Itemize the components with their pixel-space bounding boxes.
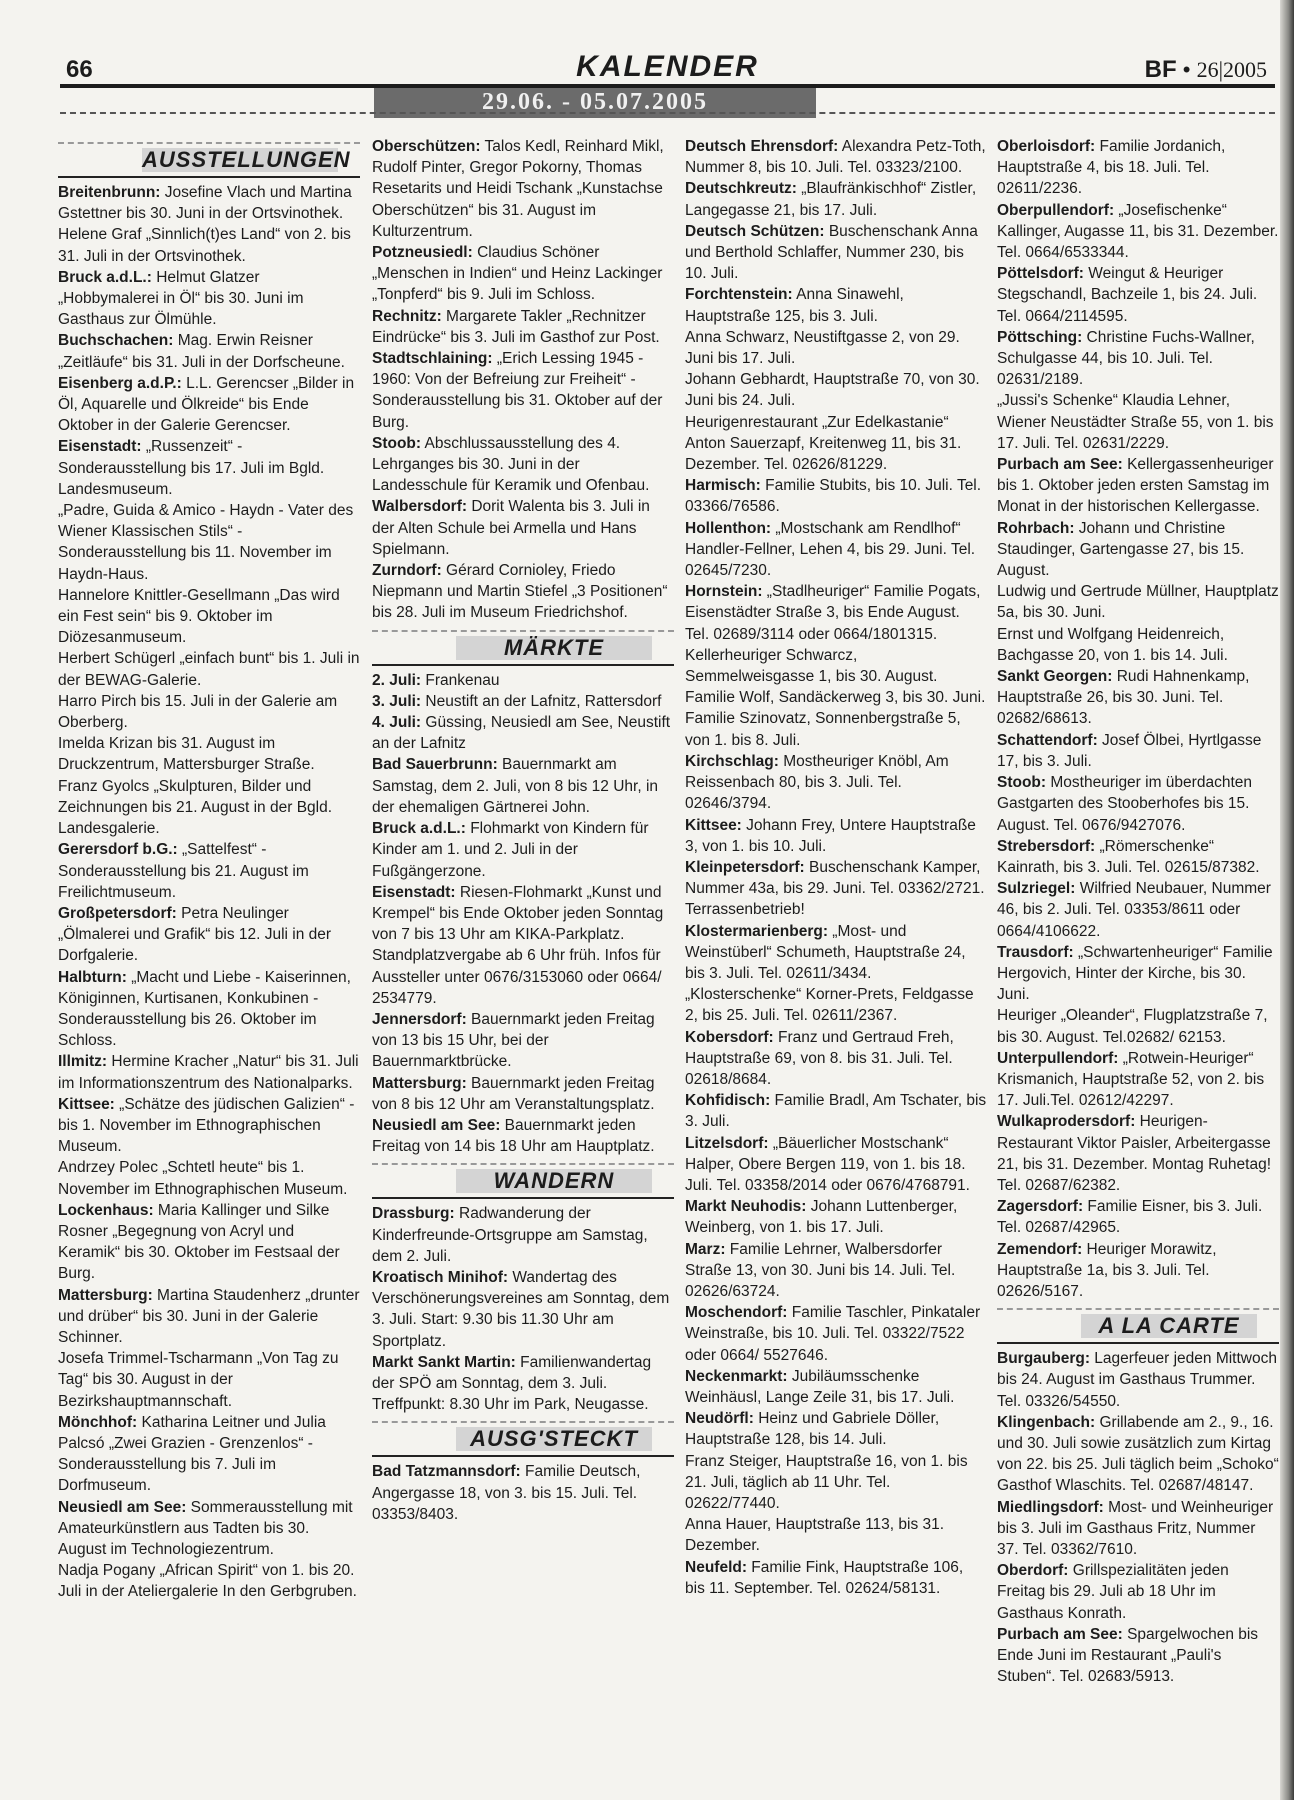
listing-entry [997, 1348, 1279, 1412]
date-range: 29.06. - 05.07.2005 [374, 88, 816, 118]
listing-place: Litzelsdorf: [685, 1134, 769, 1152]
listing-text: Andrzey Polec „Schtetl heute“ bis 1. November im Ethnographischen Museum. [58, 1159, 348, 1198]
listing-place: Bruck a.d.L.: [372, 820, 466, 838]
listing-text: Johann Frey, Untere Hauptstraße 3, von 1. bis 10. Juli. [685, 816, 976, 855]
listing-entry [685, 857, 987, 921]
listing-text: Güssing, Neusiedl am See, Neustift an der Lafnitz [372, 714, 671, 753]
listing-place: Walbersdorf: [372, 498, 468, 516]
listing-place: Hollenthon: [685, 519, 772, 537]
listing-place: Unterpullendorf: [997, 1049, 1119, 1067]
listing-place: Zemendorf: [997, 1240, 1083, 1258]
listing-entry [685, 815, 987, 857]
listing-place: Marz: [685, 1240, 726, 1258]
listing-place: Deutschkreutz: [685, 180, 797, 198]
listing-entry [685, 1133, 987, 1197]
listing-text: Martina Staudenherz „drunter und drüber“ bis 30. Juni in der Galerie Schinner. [58, 1286, 360, 1346]
listing-entry [685, 645, 987, 687]
listing-text: Radwanderung der Kinderfreunde-Ortsgruppe am Samstag, dem 2. Juli. [372, 1205, 648, 1265]
listing-text: „Jussi's Schenke“ Klaudia Lehner, Wiener Neustädter Straße 55, von 1. bis 17. Juli. Tel. 02631/2229. [997, 392, 1274, 452]
listing-entry [372, 1461, 674, 1525]
listing-place: 3. Juli: [372, 692, 422, 710]
listing-text: Mostheuriger Knöbl, Am Reissenbach 80, bis 3. Juli. Tel. 02646/3794. [685, 752, 949, 813]
listing-entry [685, 1239, 987, 1303]
listing-entry [372, 691, 674, 712]
listing-entry [685, 221, 987, 285]
listing-text: Anna Hauer, Hauptstraße 113, bis 31. Dezember. [685, 1516, 945, 1555]
listing-text: Heinz und Gabriele Döller, Hauptstraße 128, bis 14. Juli. [685, 1410, 940, 1449]
listing-text: Mag. Erwin Reisner „Zeitläufe“ bis 31. Juli in der Dorfscheune. [58, 332, 345, 371]
listing-place: Neusiedl am See: [372, 1116, 501, 1134]
listing-entry [685, 984, 987, 1026]
listing-place: Drassburg: [372, 1205, 455, 1223]
listing-place: Kittsee: [685, 816, 742, 834]
listing-text: „Sattelfest“ - Sonderausstellung bis 21. August im Freilichtmuseum. [58, 841, 309, 901]
listing-place: Forchtenstein: [685, 286, 793, 304]
listing-entry [58, 1348, 360, 1412]
listing-entry [372, 136, 674, 242]
listing-entry [997, 772, 1279, 836]
listing-place: Oberloisdorf: [997, 138, 1096, 155]
listing-text: Familie Jordanich, Hauptstraße 4, bis 18. Juli. Tel. 02611/2236. [997, 138, 1226, 198]
listing-text: Margarete Takler „Rechnitzer Eindrücke“ bis 3. Juli im Gasthof zur Post. [372, 307, 660, 346]
listing-text: Bauernmarkt jeden Freitag von 13 bis 15 Uhr, bei der Bauernmarktbrücke. [372, 1010, 655, 1071]
brand-logo: BF [1144, 56, 1177, 83]
section-heading [372, 630, 674, 666]
listing-text: Kellerheuriger Schwarcz, Semmelweisgasse 1, bis 30. August. [685, 646, 938, 686]
listing-text: Heurigenrestaurant „Zur Edelkastanie“ Anton Sauerzapf, Kreitenweg 11, bis 31. Dezember. Tel. 02626/81229. [685, 413, 962, 474]
section-heading-label: AUSSTELLUNGEN [142, 147, 351, 172]
listing-entry [685, 412, 987, 476]
listing-place: Miedlingsdorf: [997, 1498, 1104, 1516]
listing-place: 2. Juli: [372, 671, 422, 689]
listing-entry [997, 1497, 1279, 1561]
listing-text: „Josefischenke“ Kallinger, Augasse 11, bis 31. Dezember. Tel. 0664/6533344. [997, 201, 1279, 262]
listing-place: Trausdorf: [997, 943, 1074, 961]
listing-text: Weingut & Heuriger Stegschandl, Bachzeile 1, bis 24. Juli. Tel. 0664/2114595. [997, 265, 1258, 325]
listing-place: Kirchschlag: [685, 752, 779, 770]
section-heading-label: A LA CARTE [1081, 1314, 1257, 1338]
listing-entry [685, 687, 987, 708]
listing-entry [997, 263, 1279, 327]
listing-text: Josefine Vlach und Martina Gstettner bis 30. Juni in der Ortsvinothek. [58, 184, 352, 223]
listing-place: Pöttsching: [997, 328, 1083, 346]
listing-text: Maria Kallinger und Silke Rosner „Begegnung von Acryl und Keramik“ bis 30. Oktober im Festsaal der Burg. [58, 1201, 340, 1283]
listing-text: „Most- und Weinstüberl“ Schumeth, Hauptstraße 24, bis 3. Juli. Tel. 02611/3434. [685, 922, 966, 982]
listing-entry [372, 712, 674, 754]
listing-place: Strebersdorf: [997, 837, 1096, 855]
listing-place: Gerersdorf b.G.: [58, 841, 178, 859]
listing-text: Bauernmarkt jeden Freitag von 8 bis 12 Uhr am Veranstaltungsplatz. [372, 1074, 655, 1113]
listing-text: Helene Graf „Sinnlich(t)es Land“ von 2. bis 31. Juli in der Ortsvinothek. [58, 226, 351, 265]
listing-text: Ludwig und Gertrude Müllner, Hauptplatz 5a, bis 30. Juni. [997, 583, 1279, 622]
listing-text: Bauernmarkt am Samstag, dem 2. Juli, von 8 bis 12 Uhr, in der ehemaligen Gärtnerei John. [372, 756, 659, 816]
listing-place: Oberschützen: [372, 138, 481, 155]
listing-entry [997, 390, 1279, 454]
listing-text: Katharina Leitner und Julia Palcsó „Zwei Grazien - Grenzenlos“ - Sonderausstellung bis 7. Juli im Dorfmuseum. [58, 1413, 326, 1495]
page-edge [1280, 0, 1294, 1800]
listing-text: „Blaufränkischhof“ Zistler, Langegasse 21, bis 17. Juli. [685, 180, 977, 219]
brand-issue: BF • 26|2005 [1144, 56, 1267, 83]
listing-text: Herbert Schügerl „einfach bunt“ bis 1. Juli in der BEWAG-Galerie. [58, 650, 360, 689]
listing-entry [997, 1624, 1279, 1688]
listing-entry [997, 518, 1279, 582]
listing-place: Burgauberg: [997, 1350, 1090, 1368]
listing-place: Mönchhof: [58, 1413, 138, 1431]
listing-text: „Mostschank am Rendlhof“ Handler-Fellner, Lehen 4, bis 29. Juni. Tel. 02645/7230. [685, 519, 976, 580]
listing-entry [58, 967, 360, 1052]
listing-entry [685, 1302, 987, 1366]
listing-entry [997, 878, 1279, 942]
listing-entry [372, 1267, 674, 1352]
listing-place: Mattersburg: [58, 1286, 153, 1304]
listing-text: Christine Fuchs-Wallner, Schulgasse 44, bis 10. Juli. Tel. 02631/2189. [997, 328, 1255, 389]
listing-entry [372, 670, 674, 691]
listing-text: Neustift an der Lafnitz, Rattersdorf [421, 692, 662, 710]
listing-text: Familie Wolf, Sandäckerweg 3, bis 30. Juni. [685, 689, 986, 707]
column-1 [58, 136, 360, 1603]
listing-place: Klingenbach: [997, 1413, 1096, 1431]
listing-entry [58, 1094, 360, 1158]
listing-place: Jennersdorf: [372, 1010, 467, 1028]
listing-place: Bad Tatzmannsdorf: [372, 1463, 521, 1481]
listing-place: Neufeld: [685, 1558, 747, 1576]
listing-entry [372, 1203, 674, 1267]
listing-entry [58, 224, 360, 266]
listing-text: Sommerausstellung mit Amateurkünstlern aus Tadten bis 30. August im Technologiezentrum. [58, 1498, 353, 1558]
listing-place: Rohrbach: [997, 519, 1075, 537]
listing-text: „Erich Lessing 1945 - 1960: Von der Befreiung zur Freiheit“ - Sonderausstellung bis 31. Oktober auf der Burg. [372, 350, 663, 431]
listing-place: Großpetersdorf: [58, 904, 177, 922]
section-heading [372, 1163, 674, 1199]
listing-place: Zurndorf: [372, 562, 442, 580]
listing-text: Familie Lehrner, Walbersdorfer Straße 13, von 30. Juni bis 14. Juli. Tel. 02626/63724. [685, 1240, 956, 1300]
listing-place: Bad Sauerbrunn: [372, 756, 498, 774]
listing-entry [685, 1514, 987, 1556]
listing-place: Lockenhaus: [58, 1201, 154, 1219]
listing-text: Bauernmarkt jeden Freitag von 14 bis 18 Uhr am Hauptplatz. [372, 1116, 655, 1156]
listing-place: Purbach am See: [997, 1625, 1123, 1643]
listing-text: Flohmarkt von Kindern für Kinder am 1. und 2. Juli in der Fußgängerzone. [372, 820, 649, 880]
listing-entry [997, 581, 1279, 623]
listing-text: Abschlussausstellung des 4. Lehrganges bis 30. Juni in der Landesschule für Keramik und Ofenbau. [372, 434, 650, 495]
listing-entry [58, 1285, 360, 1349]
listing-text: „Klosterschenke“ Korner-Prets, Feldgasse 2, bis 25. Juli. Tel. 02611/2367. [685, 986, 974, 1025]
listing-entry [685, 1366, 987, 1408]
listing-entry [997, 730, 1279, 772]
listing-entry [997, 836, 1279, 878]
listing-place: Halbturn: [58, 968, 127, 986]
listing-text: „Römerschenke“ Kainrath, bis 3. Juli. Tel. 02615/87382. [997, 837, 1260, 876]
listing-entry [997, 454, 1279, 518]
listing-place: Eisenstadt: [372, 883, 456, 901]
listing-entry [685, 751, 987, 815]
listing-entry [997, 200, 1279, 264]
listing-text: Gérard Cornioley, Friedo Niepmann und Martin Stiefel „3 Positionen“ bis 28. Juli im Museum Friedrichshof. [372, 562, 668, 622]
listing-entry [997, 1111, 1279, 1196]
listing-text: Riesen-Flohmarkt „Kunst und Krempel“ bis Ende Oktober jeden Sonntag von 7 bis 13 Uhr am KIKA-Parkplatz. Standplatzvergabe ab 6 Uhr früh. Infos für Aussteller unter 0676/3153060 oder 0664/ 2534779. [372, 883, 664, 1007]
listing-entry [372, 560, 674, 624]
listing-entry [58, 1200, 360, 1285]
listing-entry [685, 518, 987, 582]
listing-place: Schattendorf: [997, 731, 1098, 749]
listing-entry [372, 1352, 674, 1416]
column-3 [685, 136, 987, 1599]
listing-text: Franz Gyolcs „Skulpturen, Bilder und Zeichnungen bis 21. August in der Bgld. Landesgalerie. [58, 777, 333, 838]
listing-text: Grillspezialitäten jeden Freitag bis 29. Juli ab 18 Uhr im Gasthaus Konrath. [997, 1562, 1229, 1622]
listing-place: Mattersburg: [372, 1074, 467, 1092]
listing-entry [58, 182, 360, 224]
listing-text: Most- und Weinheuriger bis 3. Juli im Gasthaus Fritz, Nummer 37. Tel. 03362/7610. [997, 1498, 1274, 1558]
listing-text: „Macht und Liebe - Kaiserinnen, Königinnen, Kurtisanen, Konkubinen - Sonderausstellung bis 26. Oktober im Schloss. [58, 968, 351, 1050]
listing-text: Nadja Pogany „African Spirit“ von 1. bis 20. Juli in der Ateliergalerie In den Gerbgruben. [58, 1562, 357, 1601]
listing-entry [58, 1497, 360, 1561]
listing-text: Harro Pirch bis 15. Juli in der Galerie am Oberberg. [58, 692, 338, 732]
listing-entry [685, 1408, 987, 1450]
listing-text: Familie Deutsch, Angergasse 18, von 3. bis 15. Juli. Tel. 03353/8403. [372, 1463, 641, 1523]
listing-entry [997, 1196, 1279, 1238]
listing-place: Kleinpetersdorf: [685, 858, 805, 876]
listing-place: Stoob: [372, 434, 422, 452]
listing-text: „Padre, Guida & Amico - Haydn - Vater des Wiener Klassischen Stils“ - Sonderausstellung bis 11. November im Haydn-Haus. [58, 502, 354, 583]
listing-place: Deutsch Ehrensdorf: [685, 138, 839, 155]
listing-entry [997, 136, 1279, 200]
listing-place: Stoob: [997, 774, 1047, 792]
listing-text: Dorit Walenta bis 3. Juli in der Alten Schule bei Armella und Hans Spielmann. [372, 498, 650, 558]
listing-text: Spargelwochen bis Ende Juni im Restaurant „Pauli's Stuben“. Tel. 02683/5913. [997, 1625, 1259, 1686]
listing-entry [685, 708, 987, 750]
section-heading-label: WANDERN [456, 1169, 652, 1193]
listing-text: Hermine Kracher „Natur“ bis 31. Juli im Informationszentrum des Nationalparks. [58, 1053, 359, 1092]
listing-entry [685, 1196, 987, 1238]
listing-entry [997, 942, 1279, 1006]
listing-place: Hornstein: [685, 583, 763, 601]
listing-entry [685, 581, 987, 645]
page-header [60, 48, 1275, 115]
listing-text: Petra Neulinger „Ölmalerei und Grafik“ bis 12. Juli in der Dorfgalerie. [58, 904, 332, 965]
column-4 [997, 136, 1279, 1687]
listing-text: „Schwartenheuriger“ Familie Hergovich, Hinter der Kirche, bis 30. Juni. [997, 943, 1273, 1004]
listing-text: Heurigen-Restaurant Viktor Paisler, Arbeitergasse 21, bis 31. Dezember. Montag Ruhetag! Tel. 02687/62382. [997, 1113, 1271, 1194]
section-heading [58, 142, 360, 178]
listing-entry [58, 1157, 360, 1199]
listing-text: „Rotwein-Heuriger“ Krismanich, Hauptstraße 52, von 2. bis 17. Juli.Tel. 02612/42297. [997, 1049, 1265, 1110]
listing-text: Familie Stubits, bis 10. Juli. Tel. 03366/76586. [685, 477, 982, 516]
listing-place: Moschendorf: [685, 1304, 788, 1322]
listing-place: Kroatisch Minihof: [372, 1268, 509, 1286]
listing-text: Mostheuriger im überdachten Gastgarten des Stooberhofes bis 15. August. Tel. 0676/9427076. [997, 774, 1252, 834]
listing-text: „Russenzeit“ - Sonderausstellung bis 17. Juli im Bgld. Landesmuseum. [58, 438, 325, 498]
listing-text: Heuriger „Oleander“, Flugplatzstraße 7, bis 30. August. Tel.02682/ 62153. [997, 1007, 1268, 1046]
listing-place: Kohfidisch: [685, 1092, 771, 1110]
listing-place: 4. Juli: [372, 714, 422, 732]
listing-text: Familie Fink, Hauptstraße 106, bis 11. September. Tel. 02624/58131. [685, 1558, 964, 1597]
listing-text: Familie Eisner, bis 3. Juli. Tel. 02687/42965. [997, 1198, 1263, 1237]
listing-entry [58, 267, 360, 331]
listing-place: Markt Sankt Martin: [372, 1353, 516, 1371]
listing-text: Johann Luttenberger, Weinberg, von 1. bis 17. Juli. [685, 1198, 958, 1237]
listing-entry [372, 754, 674, 818]
listing-text: Anna Schwarz, Neustiftgasse 2, von 29. Juni bis 17. Juli. [685, 328, 960, 368]
listing-place: Sankt Georgen: [997, 668, 1113, 686]
listing-text: Wandertag des Verschönerungsvereines am Sonntag, dem 3. Juli. Start: 9.30 bis 11.30 Uhr am Sportplatz. [372, 1268, 670, 1350]
listing-entry [685, 921, 987, 985]
listing-text: Franz und Gertraud Freh, Hauptstraße 69, von 8. bis 31. Juli. Tel. 02618/8684. [685, 1028, 954, 1088]
listing-place: Eisenstadt: [58, 438, 142, 456]
listing-entry [58, 839, 360, 903]
page-number: 66 [66, 56, 93, 83]
listing-text: Helmut Glatzer „Hobbymalerei in Öl“ bis 30. Juni im Gasthaus zur Ölmühle. [58, 268, 304, 329]
listing-text: Grillabende am 2., 9., 16. und 30. Juli sowie zusätzlich zum Kirtag von 22. bis 25. Juli täglich beim „Schoko“ Gasthof Wlaschits. Tel. 02687/48147. [997, 1413, 1279, 1495]
listing-entry [58, 1560, 360, 1602]
listing-entry [997, 1239, 1279, 1303]
section-heading-label: AUSG'STECKT [456, 1427, 652, 1451]
listing-text: Talos Kedl, Reinhard Mikl, Rudolf Pinter, Gregor Pokorny, Thomas Resetarits und Heidi Tschank „Kunstachse Oberschützen“ bis 31. August im Kulturzentrum. [372, 138, 664, 240]
listing-place: Bruck a.d.L.: [58, 268, 152, 286]
listing-entry [372, 882, 674, 1009]
listing-place: Oberpullendorf: [997, 201, 1115, 219]
listing-entry [58, 733, 360, 775]
listing-place: Harmisch: [685, 477, 761, 495]
listing-place: Pöttelsdorf: [997, 265, 1084, 283]
listing-text: Buschenschank Kamper, Nummer 43a, bis 29. Juni. Tel. 03362/2721. Terrassenbetrieb! [685, 858, 985, 919]
listing-place: Neudörfl: [685, 1410, 754, 1428]
listing-entry [372, 818, 674, 882]
listing-entry [685, 327, 987, 369]
listing-entry [372, 1073, 674, 1115]
listing-text: Johann und Christine Staudinger, Gartengasse 27, bis 15. August. [997, 519, 1245, 580]
listing-text: L.L. Gerencser „Bilder in Öl, Aquarelle und Ölkreide“ bis Ende Oktober in der Galerie Gerencser. [58, 374, 355, 435]
listing-entry [997, 666, 1279, 730]
listing-text: Buschenschank Anna und Berthold Schlaffer, Nummer 230, bis 10. Juli. [685, 222, 978, 283]
listing-entry [372, 1115, 674, 1157]
listing-text: Heuriger Morawitz, Hauptstraße 1a, bis 3. Juli. Tel. 02626/5167. [997, 1240, 1217, 1300]
listing-entry [685, 1451, 987, 1515]
column-2 [372, 136, 674, 1525]
listing-entry [997, 1412, 1279, 1497]
listing-entry [372, 242, 674, 306]
listing-text: Alexandra Petz-Toth, Nummer 8, bis 10. Juli. Tel. 03323/2100. [685, 138, 986, 177]
listing-entry [58, 500, 360, 585]
listing-entry [58, 1412, 360, 1497]
listing-place: Rechnitz: [372, 307, 442, 325]
listing-entry [372, 433, 674, 497]
section-heading-label: MÄRKTE [456, 636, 652, 660]
listing-entry [58, 585, 360, 649]
listing-text: Franz Steiger, Hauptstraße 16, von 1. bis 21. Juli, täglich ab 11 Uhr. Tel. 02622/77440. [685, 1452, 968, 1512]
listing-entry [685, 136, 987, 178]
listing-place: Breitenbrunn: [58, 184, 161, 201]
listing-entry [685, 475, 987, 517]
listing-place: Sulzriegel: [997, 880, 1076, 898]
listing-place: Neckenmarkt: [685, 1367, 788, 1385]
listing-text: Johann Gebhardt, Hauptstraße 70, von 30. Juni bis 24. Juli. [685, 371, 980, 410]
listing-text: Familie Taschler, Pinkataler Weinstraße, bis 10. Juli. Tel. 03322/7522 oder 0664/ 5527646. [685, 1304, 981, 1364]
listing-entry [997, 624, 1279, 666]
listing-text: Josefa Trimmel-Tscharmann „Von Tag zu Tag“ bis 30. August in der Bezirkshauptmannschaft. [58, 1350, 339, 1410]
section-title: KALENDER [576, 50, 759, 83]
listing-entry [685, 284, 987, 326]
listing-entry [58, 903, 360, 967]
listing-entry [58, 373, 360, 437]
listing-entry [372, 306, 674, 348]
listing-text: Ernst und Wolfgang Heidenreich, Bachgasse 20, von 1. bis 14. Juli. [997, 625, 1228, 664]
listing-place: Stadtschlaining: [372, 350, 493, 368]
listing-entry [372, 348, 674, 433]
listing-entry [997, 327, 1279, 391]
listing-text: Anna Sinawehl, Hauptstraße 125, bis 3. Juli. [685, 286, 904, 325]
listing-text: Rudi Hahnenkamp, Hauptstraße 26, bis 30. Juni. Tel. 02682/68613. [997, 668, 1250, 728]
listing-entry [997, 1560, 1279, 1624]
listing-text: „Stadlheuriger“ Familie Pogats, Eisenstädter Straße 3, bis Ende August. Tel. 02689/3114 oder 0664/1801315. [685, 583, 981, 643]
listing-entry [685, 1557, 987, 1599]
listing-text: Lagerfeuer jeden Mittwoch bis 24. August im Gasthaus Trummer. Tel. 03326/54550. [997, 1350, 1277, 1410]
listing-place: Buchschachen: [58, 332, 174, 350]
listing-place: Oberdorf: [997, 1562, 1069, 1580]
listing-entry [685, 178, 987, 220]
listing-place: Potzneusiedl: [372, 244, 473, 262]
section-heading [372, 1421, 674, 1457]
header-divider [60, 112, 1275, 114]
listing-entry [685, 1027, 987, 1091]
listing-place: Kittsee: [58, 1095, 115, 1113]
listing-text: Frankenau [421, 671, 500, 689]
listing-text: Claudius Schöner „Menschen in Indien“ und Heinz Lackinger „Tonpferd“ bis 9. Juli im Schloss. [372, 244, 663, 304]
listing-entry [58, 776, 360, 840]
listing-place: Klostermarienberg: [685, 922, 828, 940]
listing-place: Purbach am See: [997, 456, 1123, 474]
listing-text: „Bäuerlicher Mostschank“ Halper, Obere Bergen 119, von 1. bis 18. Juli. Tel. 03358/2014 oder 0676/4768791. [685, 1134, 970, 1194]
section-heading [997, 1308, 1279, 1344]
listing-text: Hannelore Knittler-Gesellmann „Das wird ein Fest sein“ bis 9. Oktober im Diözesanmuseum. [58, 586, 340, 647]
listing-entry [685, 1090, 987, 1132]
listing-text: Kellergassenheuriger bis 1. Oktober jeden ersten Samstag im Monat in der historischen Kellergasse. [997, 456, 1274, 516]
listing-text: Wilfried Neubauer, Nummer 46, bis 2. Juli. Tel. 03353/8611 oder 0664/4106622. [997, 880, 1271, 940]
listing-entry [372, 1009, 674, 1073]
listing-entry [997, 1048, 1279, 1112]
listing-place: Neusiedl am See: [58, 1498, 187, 1516]
listing-entry [58, 1051, 360, 1093]
listing-place: Eisenberg a.d.P.: [58, 374, 182, 392]
listing-entry [372, 496, 674, 560]
listing-text: Familie Bradl, Am Tschater, bis 3. Juli. [685, 1092, 987, 1131]
listing-entry [58, 691, 360, 733]
listing-place: Illmitz: [58, 1053, 108, 1071]
listing-text: Imelda Krizan bis 31. August im Druckzentrum, Mattersburger Straße. [58, 735, 315, 774]
listing-place: Wulkaprodersdorf: [997, 1113, 1136, 1131]
issue-number: 26|2005 [1196, 57, 1267, 82]
listing-entry [58, 648, 360, 690]
listing-entry [58, 436, 360, 500]
listing-entry [997, 1005, 1279, 1047]
listing-text: Familienwandertag der SPÖ am Sonntag, dem 3. Juli. Treffpunkt: 8.30 Uhr im Park, Neugasse. [372, 1353, 652, 1414]
listing-text: Jubiläumsschenke Weinhäusl, Lange Zeile 31, bis 17. Juli. [685, 1367, 955, 1406]
listing-place: Deutsch Schützen: [685, 222, 825, 240]
listing-place: Zagersdorf: [997, 1198, 1084, 1216]
listing-text: Josef Ölbei, Hyrtlgasse 17, bis 3. Juli. [997, 731, 1262, 770]
listing-entry [58, 330, 360, 372]
listing-place: Kobersdorf: [685, 1028, 774, 1046]
listing-place: Markt Neuhodis: [685, 1198, 807, 1216]
listing-text: „Schätze des jüdischen Galizien“ - bis 1. November im Ethnographischen Museum. [58, 1095, 355, 1156]
listing-text: Familie Szinovatz, Sonnenbergstraße 5, von 1. bis 8. Juli. [685, 710, 961, 749]
listing-entry [685, 369, 987, 411]
